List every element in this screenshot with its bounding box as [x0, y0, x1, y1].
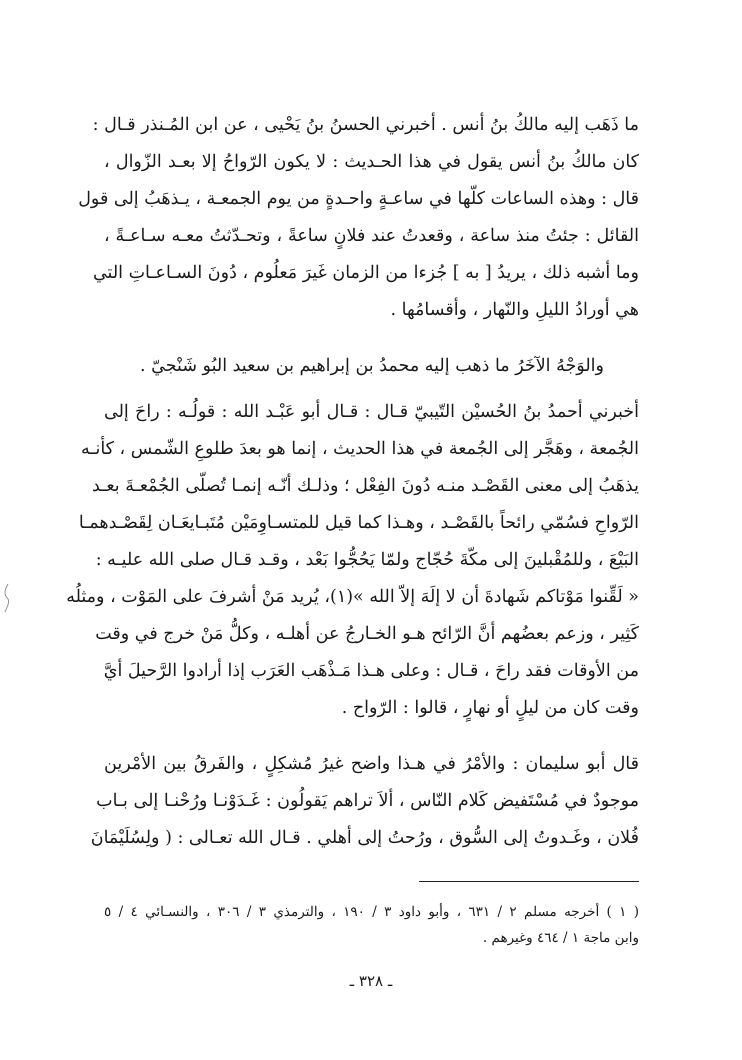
text-line: القائل : جئتُ منذ ساعة ، وقعدتُ عند فلانٍ ساعةً ، وتحـدّثتُ معـه سـاعـةً ، [104, 226, 639, 246]
footnote-separator [419, 881, 639, 882]
text-line: وما أشبه ذلك ، يريدُ [ به ] جُزءا من الزمان غَيرَ مَعلُوم ، دُونَ السـاعـاتِ التي [92, 263, 639, 283]
text-line: قال : وهذه الساعات كلّها في ساعـةٍ واحـدةٍ من يوم الجمعـة ، يـذهَبُ إلى قول [78, 189, 639, 209]
text-line: موجودٌ في مُسْتَفيض كَلام النّاس ، ألاَ تراهم يَقولُون : غَـدَوْنـا ورُحْنـا إلى بـاب [96, 791, 639, 811]
text-line: قال أبو سليمان : والأمْرُ في هـذا واضح غيرُ مُشكِلٍ ، والفَرقُ بين الأمْرين [104, 754, 639, 774]
text-line: هي أورادُ الليلِ والنّهار ، وأقسامُها . [390, 300, 639, 320]
scan-margin-mark-icon [2, 583, 12, 613]
footnote-line: وابن ماجة ١ / ٤٦٤ وغيرهم . [482, 930, 639, 946]
text-line: البَيْعَ ، وللمُقْبلينَ إلى مكّةَ حُجّاج ولمّا يَحُجُّوا بَعْد ، وقـد قـال صلى الله عليـه : [95, 550, 639, 570]
text-line: « لَقِّنوا مَوْتاكم شَهادةَ أن لا إلَهَ إلاّ الله »(١)، يُريد مَنْ أشرفَ على المَوْت ، ومثلُه [66, 587, 639, 607]
text-line: فُلان ، وغَـدوتُ إلى السُّوق ، ورُحتُ إلى أهلي . قـال الله تعـالى : ( ولِسُلَيْمَانَ [90, 828, 639, 848]
text-line: كان مالكُ بنُ أنس يقول في هذا الحـديث : لا يكون الرّواحُ إلا بعـد الزّوال ، [104, 152, 639, 172]
page-number: ـ ٣٢٨ ـ [349, 972, 393, 990]
footnote-line: ( ١ ) أخرجه مسلم ٢ / ٦٣١ ، وأبو داود ٣ / ١٩٠ ، والترمذي ٣ / ٣٠٦ ، والنسـائي ٤ / ٥ [104, 904, 640, 920]
text-line: يذهَبُ إلى معنى القَصْـد منـه دُونَ الفِعْل ؛ وذلـك أنّـه إنمـا تُصلّى الجُمْعـةَ بعـد [92, 476, 639, 496]
text-line: ما ذَهَب إليه مالكُ بنُ أنس . أخبرني الحسنُ بنُ يَحْيى ، عن ابن المُـنذر قـال : [92, 115, 639, 135]
text-line: الجُمعة ، وهَجَّر إلى الجُمعة في هذا الحديث ، إنما هو بعدَ طلوعِ الشّمس ، كأنـه [80, 439, 639, 459]
text-line: أخبرني أحمدُ بنُ الحُسيْن التّيبيّ قـال : قـال أبو عَبْـد الله : قولُـه : راحَ إلى [104, 402, 639, 422]
text-line: وقت كان من ليلٍ أو نهارٍ ، قالوا : الرّواح . [341, 698, 639, 718]
text-line: والوَجْهُ الآخَرُ ما ذهب إليه محمدُ بن إبراهيم بن سعيد البُو شَنْجيّ . [140, 356, 604, 376]
text-line: كَثِير ، وزعم بعضُهم أنَّ الرّائح هـو الخـارجُ عن أهلـه ، وكلُّ مَنْ خرج في وقت [95, 624, 639, 644]
text-line: الرّواحِ فسُمّي رائحاً بالقَصْـد ، وهـذا كما قيل للمتسـاوِمَيْن مُتَبـايعَـان لِقَصْـدهمـا [78, 513, 639, 533]
text-line: من الأوقات فقد راحَ ، قـال : وعلى هـذا مَـذْهَب العَرَب إذا أرادوا الرَّحيلَ أيَّ [103, 661, 639, 681]
